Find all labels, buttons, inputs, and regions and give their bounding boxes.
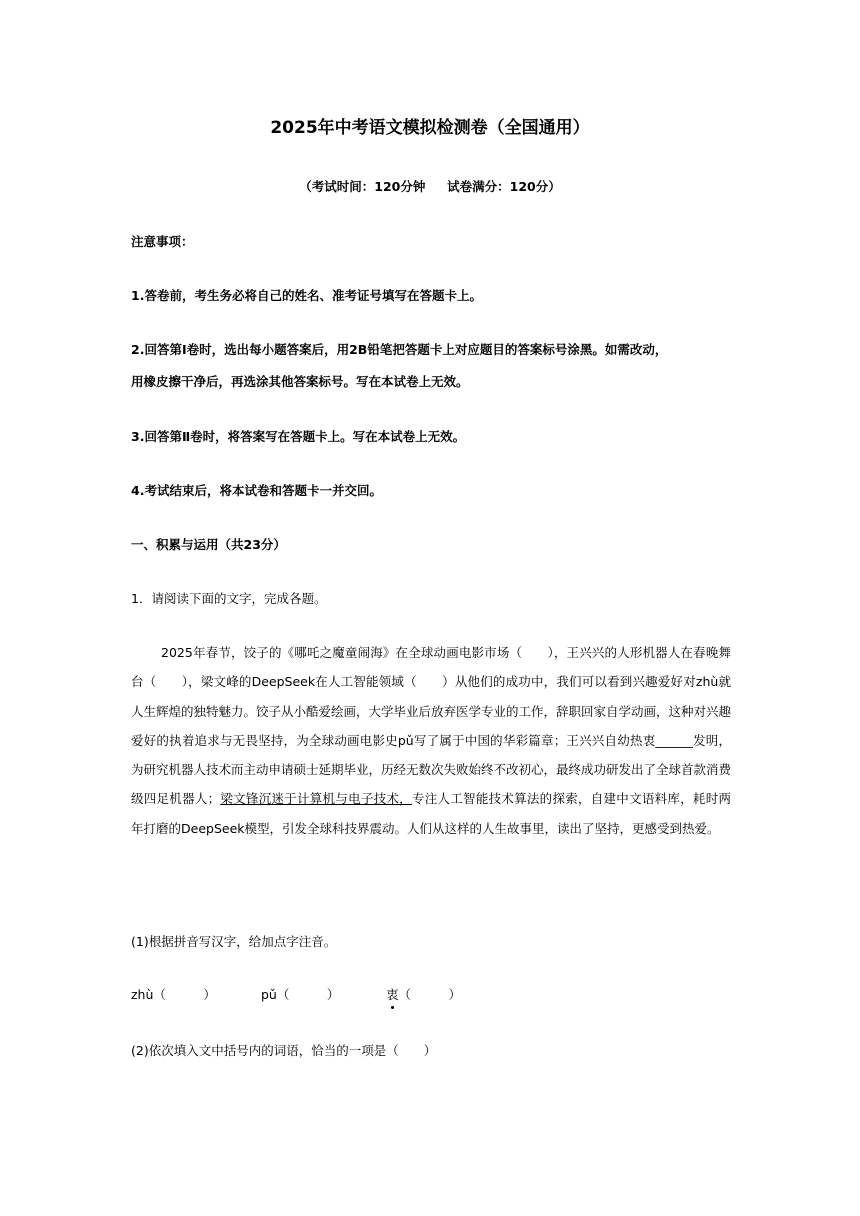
answer-blank-pu: pǔ（ ） [261, 987, 340, 1002]
exam-info: （考试时间：120分钟 试卷满分：120分） [299, 179, 561, 194]
passage-underlined-sentence: 梁文锋沉迷于计算机与电子技术， [220, 791, 412, 807]
notice-item-1: 1.答卷前，考生务必将自己的姓名、准考证号填写在答题卡上。 [131, 288, 482, 303]
answer-blank-zhong [386, 986, 461, 1004]
notice-heading: 注意事项： [131, 234, 194, 249]
pinyin-answer-row [131, 986, 461, 1004]
notice-item-3: 3.回答第Ⅱ卷时，将答案写在答题卡上。写在本试卷上无效。 [131, 429, 466, 444]
question-1-prompt: 1．请阅读下面的文字，完成各题。 [131, 591, 327, 606]
notice-item-4: 4.考试结束后，将本试卷和答题卡一并交回。 [131, 483, 382, 498]
answer-blank-zhu: zhù（ ） [131, 987, 216, 1002]
reading-passage [131, 638, 731, 843]
dotted-character: 衷 [386, 987, 399, 1002]
section-heading: 一、积累与运用（共23分） [131, 537, 286, 552]
page-title: 2025年中考语文模拟检测卷（全国通用） [270, 118, 590, 138]
notice-item-2-cont: 用橡皮擦干净后，再选涂其他答案标号。写在本试卷上无效。 [131, 374, 469, 389]
notice-item-2: 2.回答第Ⅰ卷时，选出每小题答案后，用2B铅笔把答题卡上对应题目的答案标号涂黑。如需改动， [131, 342, 668, 357]
sub-question-2-prompt: (2)依次填入文中括号内的词语，恰当的一项是（ ） [131, 1043, 437, 1058]
passage-text-part-1: 2025年春节，饺子的《哪吒之魔童闹海》在全球动画电影市场（ ），王兴兴的人形机器人在春晚舞台（ ），梁文峰的DeepSeek在人工智能领域（ ）从他们的成功中，我们可以看到兴趣爱好对zhù就人生辉煌的独特魅力。饺子从小酷爱绘画，大学毕业后放弃医学专业的工作，辞职回家自学动画，这种对兴趣爱好的执着追求与无畏坚持，为全球动画电影史pǔ写了属于中国的华彩篇章；王兴兴自幼热衷______发明，为研究机器人技术而主动申请硕士延期毕业，历经无数次失败始终不改初心，最终成功研发出了全球首款消费级四足机器人； [131, 645, 732, 807]
passage-text-part-2: 专注人工智能技术算法的探索，自建中文语料库，耗时两年打磨的DeepSeek模型，引发全球科技界震动。人们从这样的人生故事里，读出了坚持，更感受到热爱。 [131, 791, 731, 836]
answer-blank-zhong-paren: （ ） [398, 987, 462, 1002]
sub-question-1-prompt: (1)根据拼音写汉字，给加点字注音。 [131, 934, 337, 949]
